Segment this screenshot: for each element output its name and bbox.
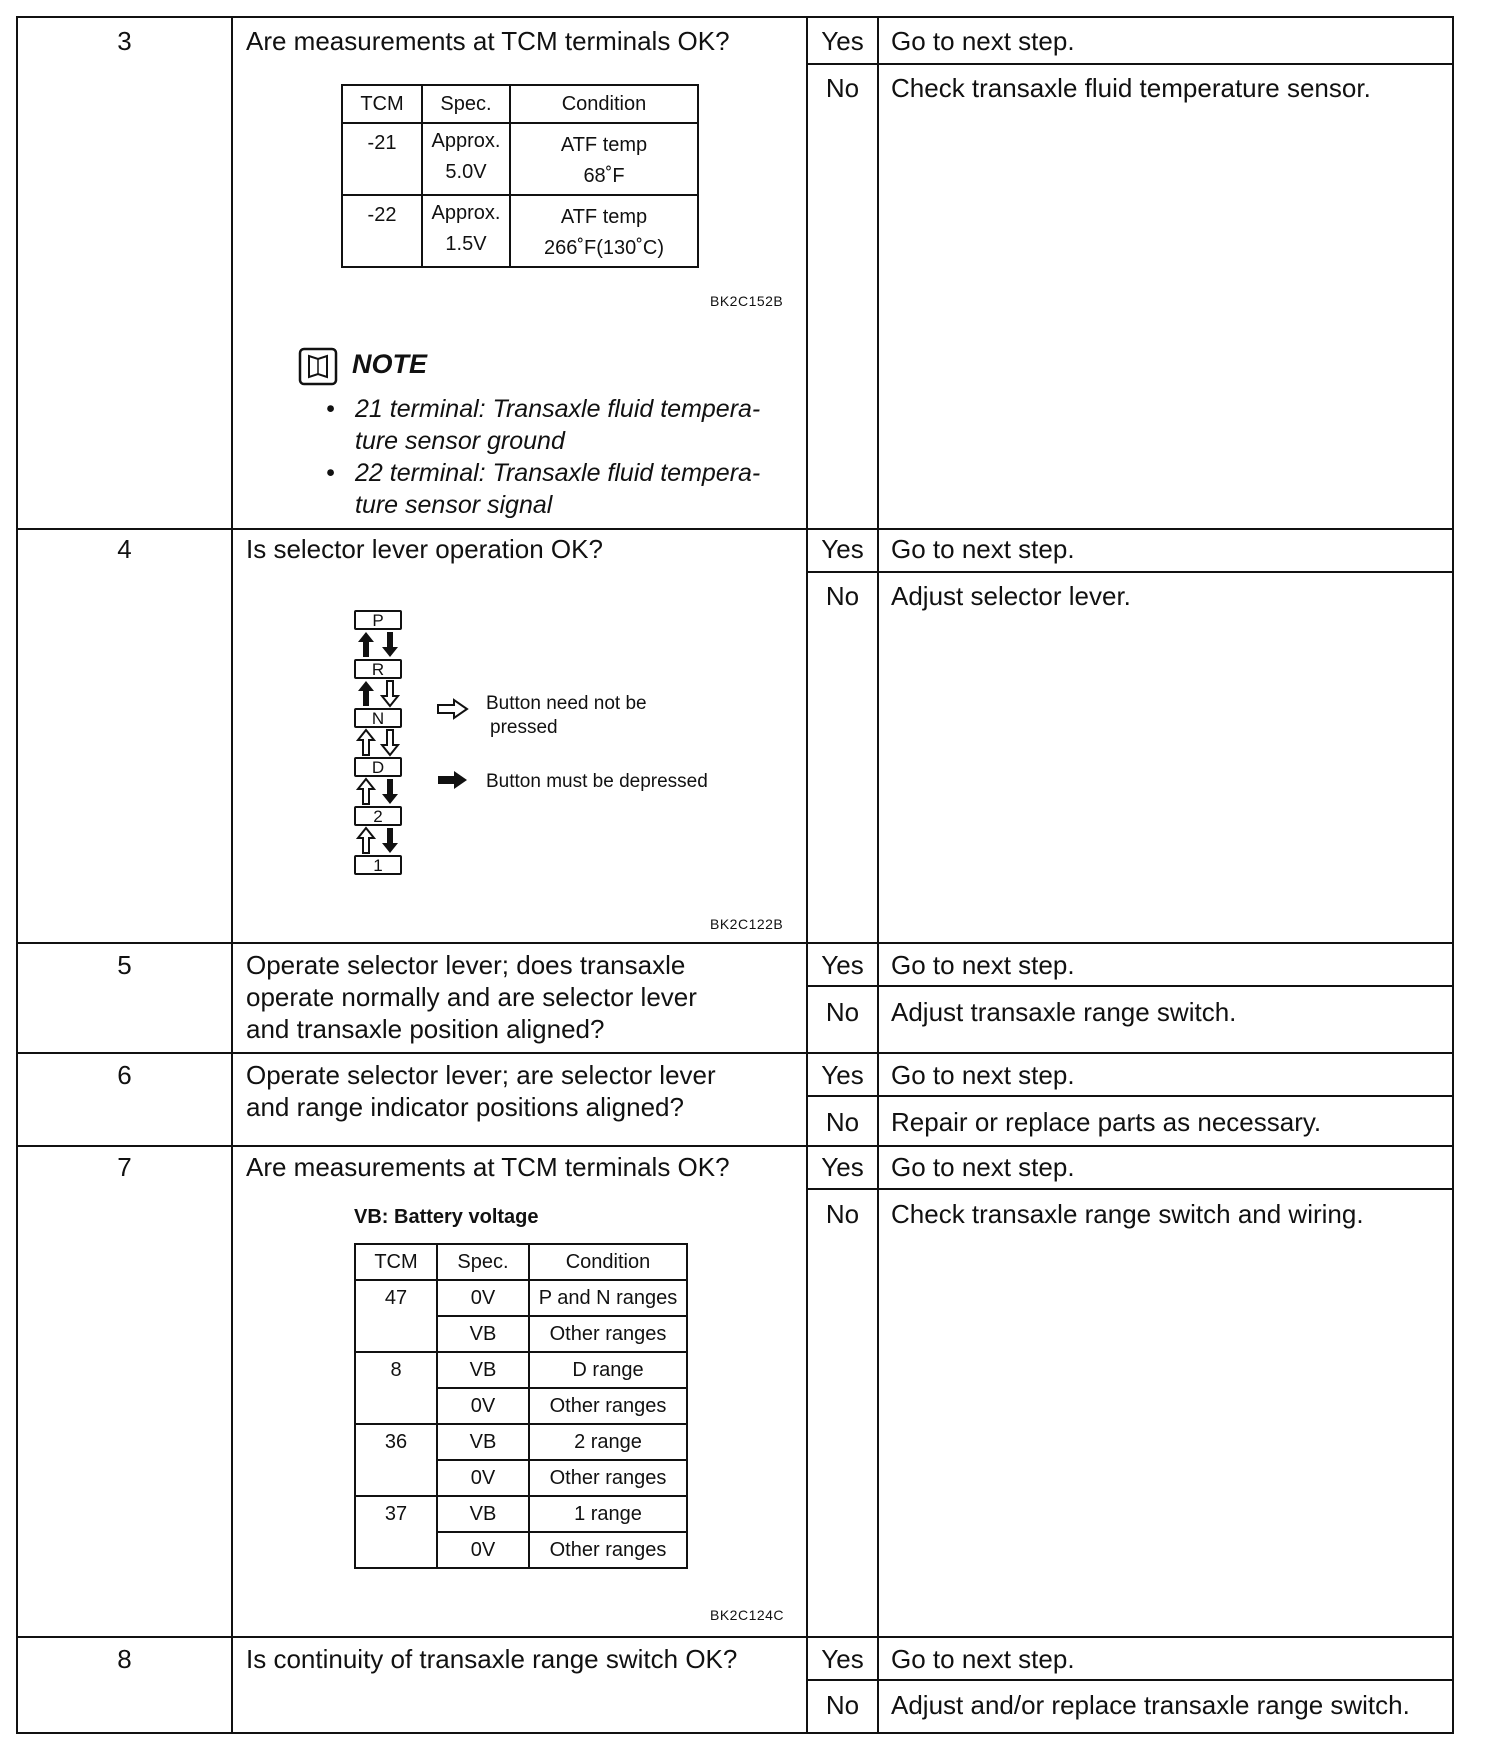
yes-action: Go to next step. (891, 1060, 1075, 1090)
gear-p: P (354, 610, 402, 630)
condition-cell: 2 range (529, 1424, 687, 1460)
step-number: 7 (117, 1152, 132, 1182)
spec-cell: 0V (437, 1388, 529, 1424)
no-action: Check transaxle fluid temperature sensor. (891, 73, 1371, 103)
condition-cell: Other ranges (529, 1460, 687, 1496)
battery-voltage-caption: VB: Battery voltage (354, 1206, 539, 1228)
legend-hollow-line1: Button need not be (486, 693, 647, 714)
hollow-arrow-icon (436, 698, 470, 720)
yes-label: Yes (821, 1644, 864, 1674)
no-label: No (825, 1107, 860, 1137)
legend-hollow-line2: pressed (490, 717, 558, 738)
spec-cell: 0V (437, 1532, 529, 1568)
table-cell: Approx. 1.5V (422, 195, 510, 267)
spec-cell: VB (437, 1424, 529, 1460)
note-bullet: • (326, 459, 335, 487)
step-question: Is continuity of transaxle range switch OK? (246, 1644, 738, 1674)
table-header: TCM (342, 85, 422, 123)
figure-id: BK2C124C (710, 1607, 785, 1623)
yes-label: Yes (821, 950, 864, 980)
table-header: Condition (529, 1244, 687, 1280)
step-question: Are measurements at TCM terminals OK? (246, 26, 730, 56)
solid-arrow-icon (436, 769, 470, 791)
step-question-line: operate normally and are selector lever (246, 982, 697, 1012)
step-question: Is selector lever operation OK? (246, 534, 603, 564)
yes-action: Go to next step. (891, 26, 1075, 56)
condition-cell: Other ranges (529, 1532, 687, 1568)
table-cell: Approx. 5.0V (422, 123, 510, 195)
yes-label: Yes (821, 26, 864, 56)
condition-cell: 1 range (529, 1496, 687, 1532)
note-book-icon (298, 347, 340, 387)
figure-id: BK2C152B (710, 293, 784, 309)
condition-cell: Other ranges (529, 1388, 687, 1424)
step-number: 6 (117, 1060, 132, 1090)
yes-action: Go to next step. (891, 1152, 1075, 1182)
no-label: No (825, 581, 860, 611)
tcm-terminal-cell: 36 (355, 1424, 437, 1496)
table-cell: ATF temp 266˚F(130˚C) (510, 195, 698, 267)
step-question-line: Operate selector lever; are selector lever (246, 1060, 716, 1090)
d-2-arrows-icon (354, 777, 402, 806)
note-item-line: ture sensor signal (355, 491, 553, 519)
yes-action: Go to next step. (891, 1644, 1075, 1674)
spec-cell: VB (437, 1316, 529, 1352)
no-action: Adjust transaxle range switch. (891, 997, 1237, 1027)
p-r-arrows-icon (354, 630, 402, 659)
no-label: No (825, 997, 860, 1027)
gear-1: 1 (354, 855, 402, 875)
step-question-line: Operate selector lever; does transaxle (246, 950, 686, 980)
yes-action: Go to next step. (891, 534, 1075, 564)
note-title: NOTE (352, 349, 428, 379)
no-label: No (825, 1199, 860, 1229)
legend-solid: Button must be depressed (486, 771, 708, 792)
yes-label: Yes (821, 534, 864, 564)
spec-cell: 0V (437, 1280, 529, 1316)
figure-id: BK2C122B (710, 916, 784, 932)
2-1-arrows-icon (354, 826, 402, 855)
condition-cell: P and N ranges (529, 1280, 687, 1316)
step-number: 5 (117, 950, 132, 980)
tcm-voltage-table (341, 84, 699, 268)
tcm-range-table (354, 1243, 688, 1569)
note-bullet: • (326, 395, 335, 423)
table-cell: ATF temp 68˚F (510, 123, 698, 195)
no-action: Repair or replace parts as necessary. (891, 1107, 1322, 1137)
table-header: TCM (355, 1244, 437, 1280)
table-header: Spec. (422, 85, 510, 123)
condition-cell: Other ranges (529, 1316, 687, 1352)
table-cell: -21 (342, 123, 422, 195)
tcm-terminal-cell: 47 (355, 1280, 437, 1352)
r-n-arrows-icon (354, 679, 402, 708)
gear-d: D (354, 757, 402, 777)
spec-cell: 0V (437, 1460, 529, 1496)
step-question-line: and range indicator positions aligned? (246, 1092, 684, 1122)
table-header: Condition (510, 85, 698, 123)
table-cell: -22 (342, 195, 422, 267)
gear-2: 2 (354, 806, 402, 826)
tcm-terminal-cell: 8 (355, 1352, 437, 1424)
note-item-line: ture sensor ground (355, 427, 565, 455)
condition-cell: D range (529, 1352, 687, 1388)
no-action: Adjust selector lever. (891, 581, 1131, 611)
no-action: Adjust and/or replace transaxle range switch. (891, 1690, 1410, 1720)
gear-r: R (354, 659, 402, 679)
note-item-line: 22 terminal: Transaxle fluid tempera- (355, 459, 761, 487)
note-item-line: 21 terminal: Transaxle fluid tempera- (355, 395, 761, 423)
n-d-arrows-icon (354, 728, 402, 757)
gear-n: N (354, 708, 402, 728)
yes-label: Yes (821, 1152, 864, 1182)
step-question-line: and transaxle position aligned? (246, 1014, 605, 1044)
step-number: 4 (117, 534, 132, 564)
step-question: Are measurements at TCM terminals OK? (246, 1152, 730, 1182)
yes-label: Yes (821, 1060, 864, 1090)
step-number: 3 (117, 26, 132, 56)
spec-cell: VB (437, 1496, 529, 1532)
tcm-terminal-cell: 37 (355, 1496, 437, 1568)
table-header: Spec. (437, 1244, 529, 1280)
no-label: No (825, 1690, 860, 1720)
yes-action: Go to next step. (891, 950, 1075, 980)
step-number: 8 (117, 1644, 132, 1674)
no-action: Check transaxle range switch and wiring. (891, 1199, 1364, 1229)
no-label: No (825, 73, 860, 103)
spec-cell: VB (437, 1352, 529, 1388)
